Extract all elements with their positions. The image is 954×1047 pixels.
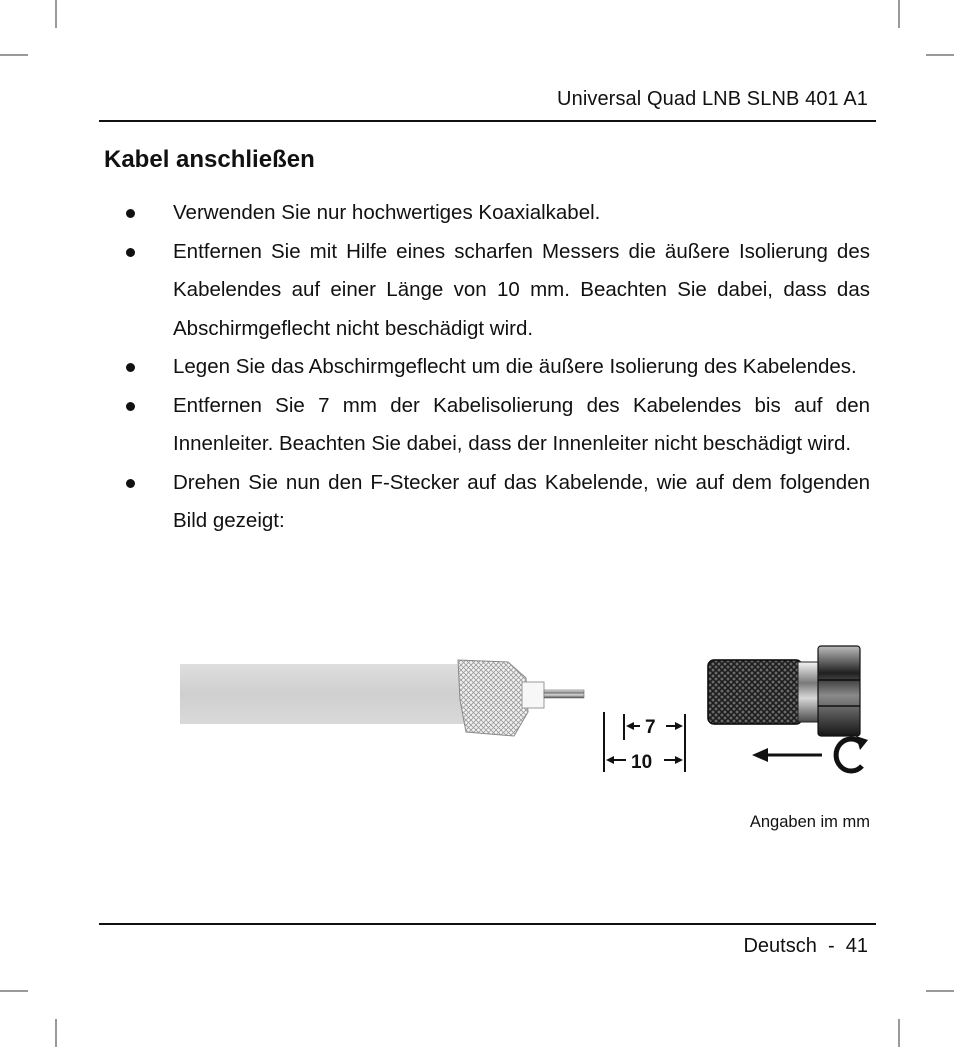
bullet-icon	[126, 402, 135, 411]
figure-caption: Angaben im mm	[749, 813, 870, 831]
bullet-icon	[126, 209, 135, 218]
list-item: Verwenden Sie nur hochwertiges Koaxialkabel.	[126, 194, 870, 233]
crop-mark	[55, 1019, 57, 1047]
list-item: Entfernen Sie mit Hilfe eines scharfen Messers die äußere Isolierung des Kabelendes auf einer Länge von 10 mm. Beachten Sie dabei, dass das Abschirmgeflecht nicht beschädigt wird.	[126, 233, 870, 349]
page-number: 41	[845, 935, 868, 957]
shielding-braid	[458, 660, 528, 736]
crop-mark	[926, 990, 954, 992]
header-rule	[99, 120, 876, 122]
crop-mark	[898, 0, 900, 28]
list-item: Drehen Sie nun den F-Stecker auf das Kabelende, wie auf dem folgenden Bild gezeigt:	[126, 464, 870, 541]
crop-mark	[0, 990, 28, 992]
page-header-title: Universal Quad LNB SLNB 401 A1	[557, 88, 868, 110]
rotate-icon	[836, 736, 868, 771]
cable-jacket	[180, 664, 466, 724]
crop-mark	[0, 54, 28, 56]
crop-mark	[55, 0, 57, 28]
direction-arrow-icon	[752, 748, 822, 762]
footer-rule	[99, 923, 876, 925]
crop-mark	[926, 54, 954, 56]
footer-separator: -	[827, 935, 835, 957]
cable-dielectric	[522, 682, 544, 708]
page-footer	[743, 935, 868, 958]
inner-conductor	[544, 690, 584, 698]
list-item: Legen Sie das Abschirmgeflecht um die äußere Isolierung des Kabelendes.	[126, 348, 870, 387]
dimension-7-label: 7	[645, 717, 656, 738]
crop-mark	[898, 1019, 900, 1047]
bullet-icon	[126, 363, 135, 372]
section-title: Kabel anschließen	[104, 146, 315, 173]
bullet-icon	[126, 248, 135, 257]
cable-connector-figure	[176, 640, 876, 800]
list-item: Entfernen Sie 7 mm der Kabelisolierung des Kabelendes bis auf den Innenleiter. Beachten Sie dabei, dass der Innenleiter nicht beschädigt wird.	[126, 387, 870, 464]
instruction-list	[126, 194, 870, 541]
bullet-icon	[126, 479, 135, 488]
dimension-10-label: 10	[631, 752, 653, 773]
footer-language: Deutsch	[743, 935, 817, 957]
f-connector	[708, 646, 860, 736]
